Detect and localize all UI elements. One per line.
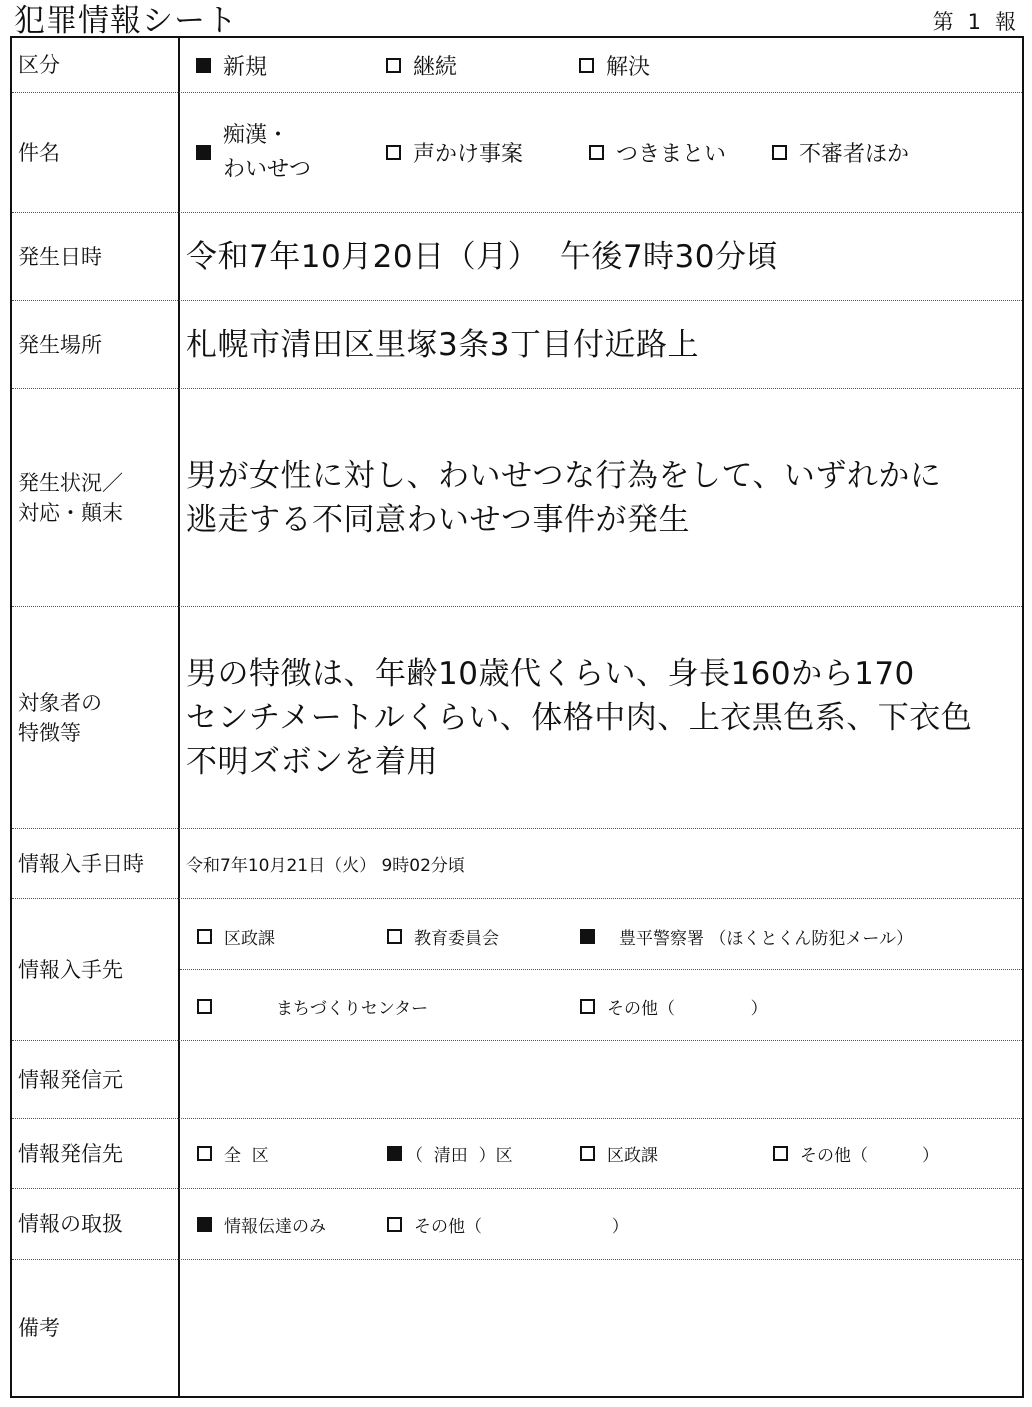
checkbox-empty-icon	[197, 929, 212, 944]
checkbox-dentatsu-nomi[interactable]	[197, 1212, 326, 1237]
checkbox-empty-icon	[386, 145, 401, 160]
value-line1: 男の特徴は、年齢10歳代くらい、身長160から170	[186, 655, 915, 692]
checkbox-toyohira-police[interactable]	[580, 924, 913, 949]
value-line3: 不明ズボンを着用	[186, 743, 438, 780]
option-label: 教育委員会	[414, 929, 499, 949]
option-label: その他（ ）	[414, 1216, 629, 1237]
value-line1: 男が女性に対し、わいせつな行為をして、いずれかに	[186, 457, 942, 494]
option-label: その他（ ）	[800, 1146, 940, 1166]
checkbox-empty-icon	[580, 999, 595, 1014]
row-toriatsukai	[12, 1189, 1022, 1260]
checkbox-filled-icon	[197, 1217, 212, 1232]
label-biko: 備考	[18, 1316, 60, 1340]
content-hassei-jokyo	[186, 389, 1016, 606]
checkbox-empty-icon	[772, 145, 787, 160]
label-nyushu-nichiji: 情報入手日時	[18, 851, 144, 876]
label-toriatsukai: 情報の取扱	[18, 1212, 123, 1236]
checkbox-koekake[interactable]	[386, 137, 523, 168]
label-hassei-nichiji: 発生日時	[18, 244, 102, 269]
option-label: 全 区	[224, 1146, 269, 1166]
sources-bottom	[180, 969, 1022, 1039]
report-no: 1	[967, 10, 981, 34]
value-hassei-nichiji: 令和7年10月20日（月） 午後7時30分頃	[186, 238, 778, 275]
row-nyushu-saki	[12, 899, 1022, 1041]
option-label: 区政課	[607, 1146, 658, 1166]
option-label: まちづくりセンター	[276, 999, 429, 1019]
value-nyushu-nichiji: 令和7年10月21日（火） 9時02分頃	[186, 856, 465, 876]
option-label: つきまとい	[616, 142, 727, 167]
content-nyushu-saki	[180, 899, 1022, 1040]
checkbox-shinki[interactable]	[196, 50, 267, 81]
content-hasshin-moto	[186, 1041, 1016, 1118]
row-nyushu-nichiji	[12, 829, 1022, 899]
content-nyushu-nichiji	[186, 829, 1016, 898]
label-kenmei: 件名	[18, 140, 60, 165]
checkbox-empty-icon	[197, 1146, 212, 1161]
content-hassei-nichiji	[186, 213, 1016, 300]
row-taishosha	[12, 607, 1022, 829]
checkbox-empty-icon	[580, 1146, 595, 1161]
checkbox-kuseika[interactable]	[197, 924, 275, 949]
label-hasshin-moto: 情報発信元	[18, 1067, 123, 1092]
checkbox-sonota-source[interactable]	[580, 994, 768, 1019]
row-hasshin-saki	[12, 1119, 1022, 1189]
checkbox-empty-icon	[387, 929, 402, 944]
checkbox-tsukimatoi[interactable]	[589, 137, 726, 168]
checkbox-sonota-handling[interactable]	[387, 1212, 629, 1237]
checkbox-fushinsha[interactable]	[772, 137, 909, 168]
report-prefix: 第	[932, 10, 954, 34]
content-hasshin-saki	[186, 1119, 1016, 1188]
row-hassei-jokyo	[12, 389, 1022, 607]
label-hassei-basho: 発生場所	[18, 332, 102, 357]
option-label: 情報伝達のみ	[224, 1216, 326, 1237]
value-hassei-basho: 札幌市清田区里塚3条3丁目付近路上	[186, 326, 699, 363]
row-biko	[12, 1260, 1022, 1396]
option-label-line2: わいせつ	[223, 156, 312, 182]
content-hassei-basho	[186, 301, 1016, 388]
label-taishosha	[18, 607, 174, 828]
option-label: 声かけ事案	[413, 142, 524, 167]
row-kubun	[12, 38, 1022, 93]
checkbox-zenku[interactable]	[197, 1141, 269, 1166]
option-label-two-line	[223, 119, 311, 187]
option-label-line1: 痴漢・	[223, 122, 290, 148]
option-label: （ 清田 ）区	[406, 1146, 513, 1166]
option-label: 不審者ほか	[799, 142, 910, 167]
checkbox-chikan[interactable]	[196, 119, 311, 187]
checkbox-machizukuri[interactable]	[197, 994, 428, 1019]
checkbox-empty-icon	[579, 58, 594, 73]
checkbox-filled-icon	[387, 1146, 402, 1161]
label-line1: 発生状況／	[18, 470, 123, 495]
sources-top	[180, 899, 1022, 970]
value-line2: 逃走する不同意わいせつ事件が発生	[186, 501, 690, 538]
label-line1: 対象者の	[18, 690, 102, 715]
checkbox-empty-icon	[387, 1217, 402, 1232]
label-hasshin-saki: 情報発信先	[18, 1141, 123, 1166]
label-kubun: 区分	[18, 53, 60, 77]
option-label: 区政課	[224, 929, 275, 949]
checkbox-kuseika-dest[interactable]	[580, 1141, 658, 1166]
option-label: 解決	[606, 54, 651, 80]
content-kenmei	[186, 93, 1016, 212]
content-kubun	[186, 38, 1016, 92]
checkbox-filled-icon	[196, 145, 211, 160]
checkbox-empty-icon	[386, 58, 401, 73]
checkbox-keizoku[interactable]	[386, 50, 457, 81]
label-nyushu-saki: 情報入手先	[18, 957, 123, 982]
option-label: その他（ ）	[607, 999, 768, 1019]
report-number	[919, 6, 1016, 36]
checkbox-empty-icon	[773, 1146, 788, 1161]
content-taishosha	[186, 607, 1016, 828]
crime-info-sheet	[10, 36, 1024, 1398]
report-suffix: 報	[995, 10, 1016, 34]
row-kenmei	[12, 93, 1022, 213]
row-hasshin-moto	[12, 1041, 1022, 1119]
checkbox-filled-icon	[196, 58, 211, 73]
row-hassei-nichiji	[12, 213, 1022, 301]
option-label: 新規	[223, 54, 268, 80]
label-line2: 特徴等	[18, 720, 81, 745]
checkbox-sonota-dest[interactable]	[773, 1141, 939, 1166]
checkbox-empty-icon	[589, 145, 604, 160]
checkbox-kaiketsu[interactable]	[579, 50, 650, 81]
value-line2: センチメートルくらい、体格中肉、上衣黒色系、下衣色	[186, 699, 973, 736]
checkbox-filled-icon	[580, 929, 595, 944]
content-biko	[186, 1260, 1016, 1396]
checkbox-kyoiku-iinkai[interactable]	[387, 924, 499, 949]
sheet-title: 犯罪情報シート	[14, 3, 238, 39]
option-label: 継続	[413, 54, 458, 80]
checkbox-kiyota-ku[interactable]	[387, 1141, 513, 1166]
checkbox-empty-icon	[197, 999, 212, 1014]
content-toriatsukai	[186, 1189, 1016, 1259]
label-line2: 対応・顛末	[18, 500, 123, 525]
label-hassei-jokyo	[18, 389, 174, 606]
option-label: 豊平警察署 （ほくとくん防犯メール）	[619, 929, 914, 949]
row-hassei-basho	[12, 301, 1022, 389]
